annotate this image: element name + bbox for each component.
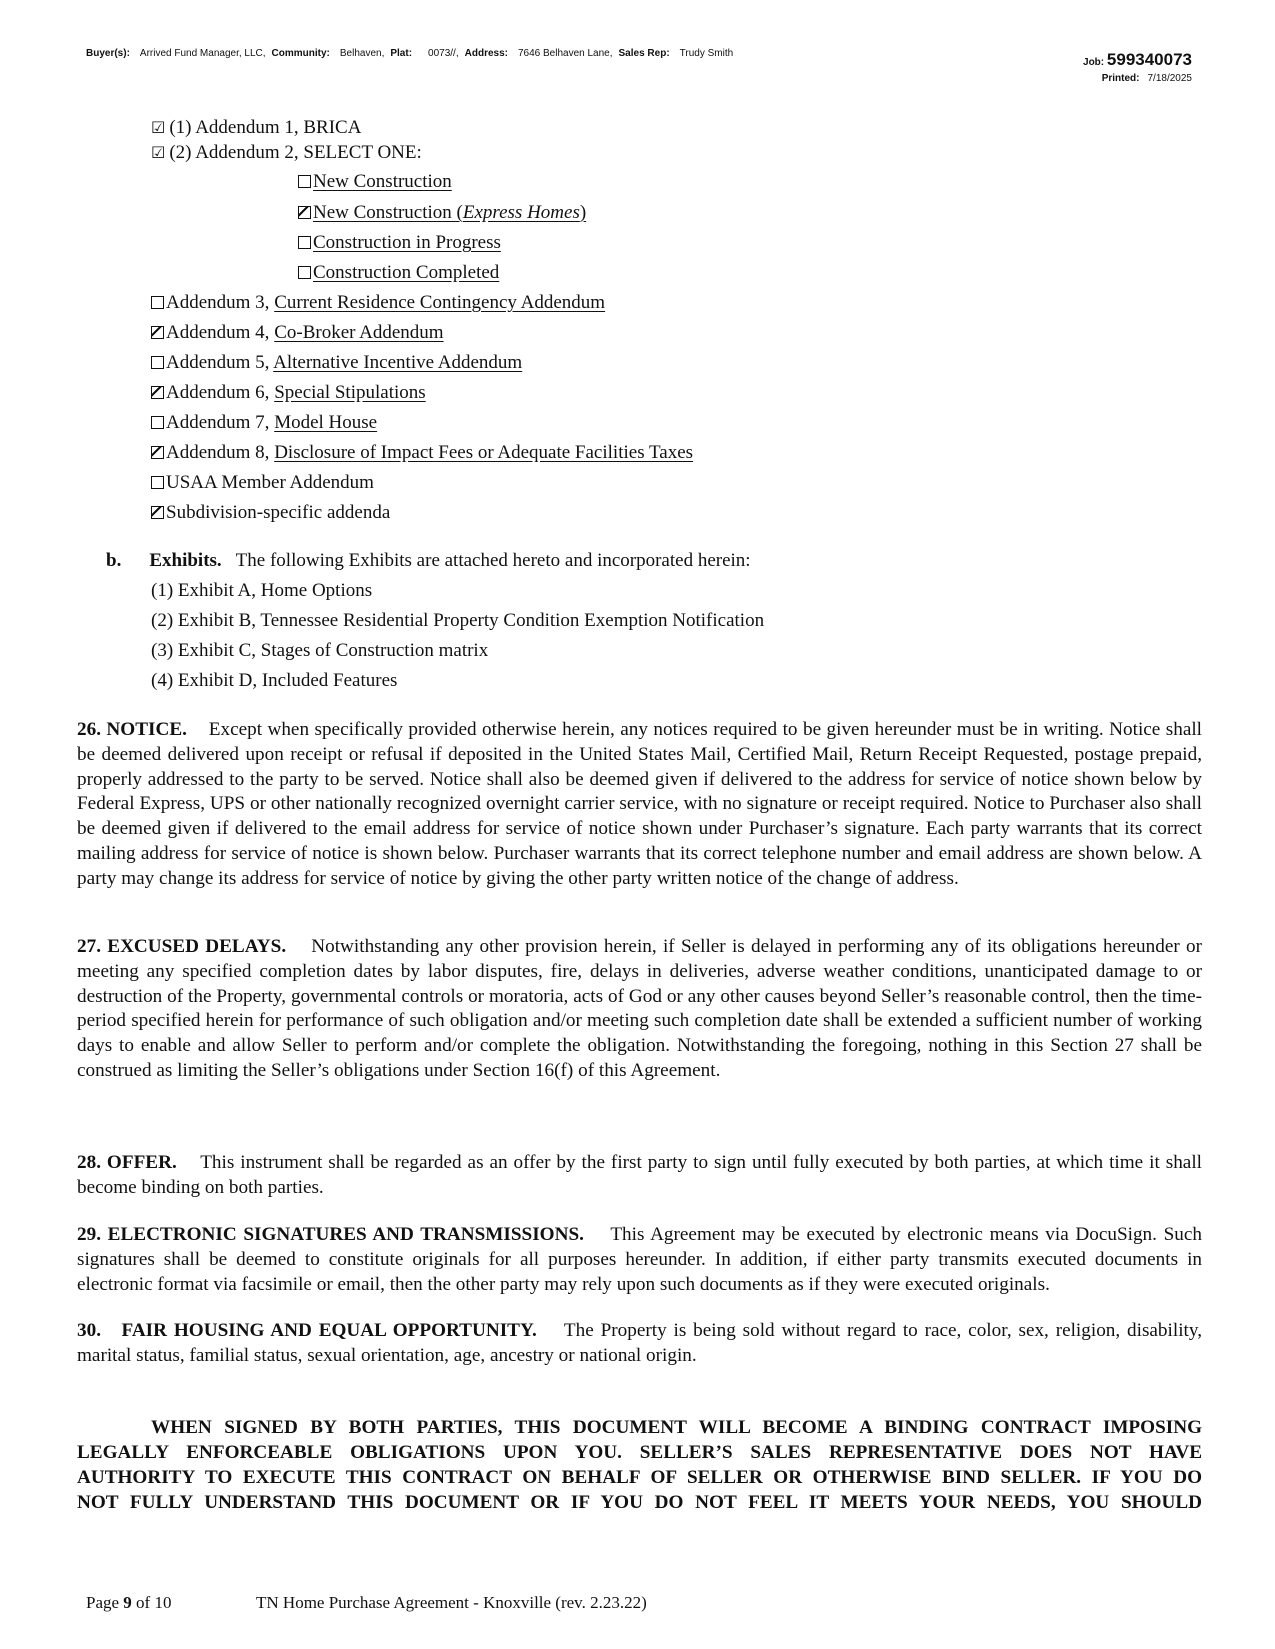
buyers-value: Arrived Fund Manager, LLC, — [139, 48, 266, 59]
exhibit-c-item: (3) Exhibit C, Stages of Construction matrix — [151, 640, 489, 661]
page-number: Page 9 of 10 — [86, 1593, 172, 1612]
section-30-heading: 30. FAIR HOUSING AND EQUAL OPPORTUNITY. — [77, 1320, 537, 1341]
subdivision-label: Subdivision-specific addenda — [166, 502, 391, 523]
addendum-8-link: Disclosure of Impact Fees or Adequate Facilities Taxes — [274, 442, 694, 463]
section-28-heading: 28. OFFER. — [77, 1152, 177, 1173]
option-in-progress-label: Construction in Progress — [313, 232, 501, 253]
sales-rep-value: Trudy Smith — [679, 48, 734, 59]
option-new-construction-label: New Construction — [313, 171, 452, 192]
unchecked-box-icon[interactable] — [151, 416, 164, 429]
addendum-4-item: Addendum 4, Co-Broker Addendum — [151, 321, 444, 345]
warning-line-2: LEGALLY ENFORCEABLE OBLIGATIONS UPON YOU. SELLER’S SALES REPRESENTATIVE DOES NOT HAVE — [77, 1442, 1202, 1463]
community-label: Community: — [271, 48, 330, 59]
buyers-label: Buyer(s): — [86, 48, 130, 59]
section-30-text: The Property is being sold without regard to race, color, sex, religion, disability, marital status, familial status, sexual orientation, age, ancestry or national origin. — [77, 1320, 1202, 1366]
total-pages: 10 — [154, 1593, 172, 1612]
exhibits-heading-line — [106, 549, 751, 573]
unchecked-box-icon[interactable] — [151, 296, 164, 309]
subdivision-addenda-item — [151, 501, 390, 525]
usaa-addendum-item — [151, 471, 374, 495]
document-header — [86, 48, 739, 59]
section-29-heading: 29. ELECTRONIC SIGNATURES AND TRANSMISSIONS. — [77, 1224, 584, 1245]
section-28-offer — [77, 1151, 1202, 1201]
exhibit-d-item: (4) Exhibit D, Included Features — [151, 670, 398, 691]
option-completed-label: Construction Completed — [313, 262, 500, 283]
exhibit-a-item: (1) Exhibit A, Home Options — [151, 580, 373, 601]
option-construction-completed — [298, 261, 499, 285]
exhibits-heading: Exhibits. — [149, 550, 222, 571]
section-26-heading: 26. NOTICE. — [77, 719, 187, 740]
warning-line-1: WHEN SIGNED BY BOTH PARTIES, THIS DOCUMENT WILL BECOME A BINDING CONTRACT IMPOSING — [151, 1417, 1202, 1438]
option-express-homes-label: New Construction (Express Homes) — [313, 202, 587, 223]
addendum-2-item — [151, 141, 422, 165]
current-page: 9 — [123, 1593, 132, 1612]
section-26-notice — [77, 718, 1202, 892]
section-26-text: Except when specifically provided otherwise herein, any notices required to be given hereunder must be in writing. Notice shall be deemed delivered upon receipt or refusal if deposited in the United States Mail, Certified Mail, Return Receipt Requested, postage prepaid, properly addressed to the party to be served. Notice shall also be deemed given if delivered to the address for service of notice shown below by Federal Express, UPS or other nationally recognized overnight carrier service, with no signature or receipt required. Notice to Purchaser also shall be deemed given if delivered to the email address for service of notice shown under Purchaser’s signature. Each party warrants that its correct mailing address for service of notice is shown below. Purchaser warrants that its correct telephone number and email address are shown below. A party may change its address for service of notice by giving the other party written notice of the change of address. — [77, 719, 1202, 889]
section-27-text: Notwithstanding any other provision herein, if Seller is delayed in performing any of its obligations hereunder or meeting any specified completion dates by labor disputes, fire, delays in deliveries, adverse weather conditions, unanticipated damage to or destruction of the Property, governmental controls or moratoria, acts of God or any other causes beyond Seller’s reasonable control, then the time-period specified herein for performance of such obligation and/or meeting such completion date shall be extended a sufficient number of working days to enable and allow Seller to perform and/or complete the obligation. Notwithstanding the foregoing, nothing in this Section 27 shall be construed as limiting the Seller’s obligations under Section 16(f) of this Agreement. — [77, 936, 1202, 1081]
addendum-3-item: Addendum 3, Current Residence Contingency Addendum — [151, 291, 605, 315]
addendum-1-item — [151, 116, 361, 140]
unchecked-box-icon[interactable] — [298, 175, 311, 188]
unchecked-box-icon[interactable] — [151, 476, 164, 489]
checked-box-icon[interactable] — [151, 446, 164, 459]
unchecked-box-icon[interactable] — [298, 236, 311, 249]
checked-box-icon[interactable] — [151, 326, 164, 339]
option-express-homes — [298, 201, 586, 225]
addendum-6-link: Special Stipulations — [274, 382, 426, 403]
job-number-block — [1083, 50, 1192, 70]
section-30-fair-housing — [77, 1319, 1202, 1369]
printed-date: 7/18/2025 — [1147, 73, 1192, 84]
unchecked-box-icon[interactable] — [151, 356, 164, 369]
addendum-4-link: Co-Broker Addendum — [274, 322, 444, 343]
section-29-text: This Agreement may be executed by electronic means via DocuSign. Such signatures shall be deemed to constitute originals for all purposes hereunder. In addition, if either party transmits executed documents in electronic format via facsimile or email, then the other party may rely upon such documents as if they were executed originals. — [77, 1224, 1203, 1295]
sales-rep-label: Sales Rep: — [618, 48, 670, 59]
job-label: Job: — [1083, 57, 1105, 68]
unchecked-box-icon[interactable] — [298, 266, 311, 279]
section-28-text: This instrument shall be regarded as an offer by the first party to sign until fully executed by both parties, at which time it shall become binding on both parties. — [77, 1152, 1202, 1198]
exhibit-b-item: (2) Exhibit B, Tennessee Residential Property Condition Exemption Notification — [151, 610, 765, 631]
printed-label: Printed: — [1101, 73, 1140, 84]
warning-line-3: AUTHORITY TO EXECUTE THIS CONTRACT ON BEHALF OF SELLER OR OTHERWISE BIND SELLER. IF YOU DO — [77, 1467, 1202, 1488]
checked-box-icon[interactable]: ☑ — [151, 143, 166, 162]
exhibits-intro: The following Exhibits are attached hereto and incorporated herein: — [235, 550, 751, 571]
section-27-heading: 27. EXCUSED DELAYS. — [77, 936, 287, 957]
addendum-8-item: Addendum 8, Disclosure of Impact Fees or Adequate Facilities Taxes — [151, 441, 693, 465]
addendum-3-link: Current Residence Contingency Addendum — [274, 292, 606, 313]
form-name: TN Home Purchase Agreement - Knoxville (rev. 2.23.22) — [256, 1593, 647, 1612]
addendum-7-item: Addendum 7, Model House — [151, 411, 377, 435]
printed-date-block — [1102, 73, 1192, 84]
addendum-7-link: Model House — [274, 412, 378, 433]
addendum-2-label: (2) Addendum 2, SELECT ONE: — [169, 142, 422, 163]
checked-box-icon[interactable] — [298, 206, 311, 219]
checked-box-icon[interactable] — [151, 506, 164, 519]
usaa-label: USAA Member Addendum — [166, 472, 374, 493]
option-new-construction — [298, 170, 452, 194]
job-number: 599340073 — [1106, 50, 1192, 69]
addendum-6-item: Addendum 6, Special Stipulations — [151, 381, 426, 405]
section-29-electronic-signatures — [77, 1223, 1202, 1297]
section-27-excused-delays — [77, 935, 1202, 1084]
plat-label: Plat: — [390, 48, 413, 59]
addendum-1-label: (1) Addendum 1, BRICA — [169, 117, 362, 138]
addendum-5-link: Alternative Incentive Addendum — [273, 352, 523, 373]
option-construction-in-progress — [298, 231, 501, 255]
warning-line-4: NOT FULLY UNDERSTAND THIS DOCUMENT OR IF YOU DO NOT FEEL IT MEETS YOUR NEEDS, YOU SHOULD — [77, 1492, 1202, 1513]
addendum-5-item: Addendum 5, Alternative Incentive Addendum — [151, 351, 522, 375]
checked-box-icon[interactable] — [151, 386, 164, 399]
exhibits-letter: b. — [106, 550, 122, 571]
community-value: Belhaven, — [339, 48, 385, 59]
address-value: 7646 Belhaven Lane, — [517, 48, 613, 59]
address-label: Address: — [464, 48, 508, 59]
plat-value: 0073//, — [428, 48, 459, 59]
checked-box-icon[interactable]: ☑ — [151, 118, 166, 137]
